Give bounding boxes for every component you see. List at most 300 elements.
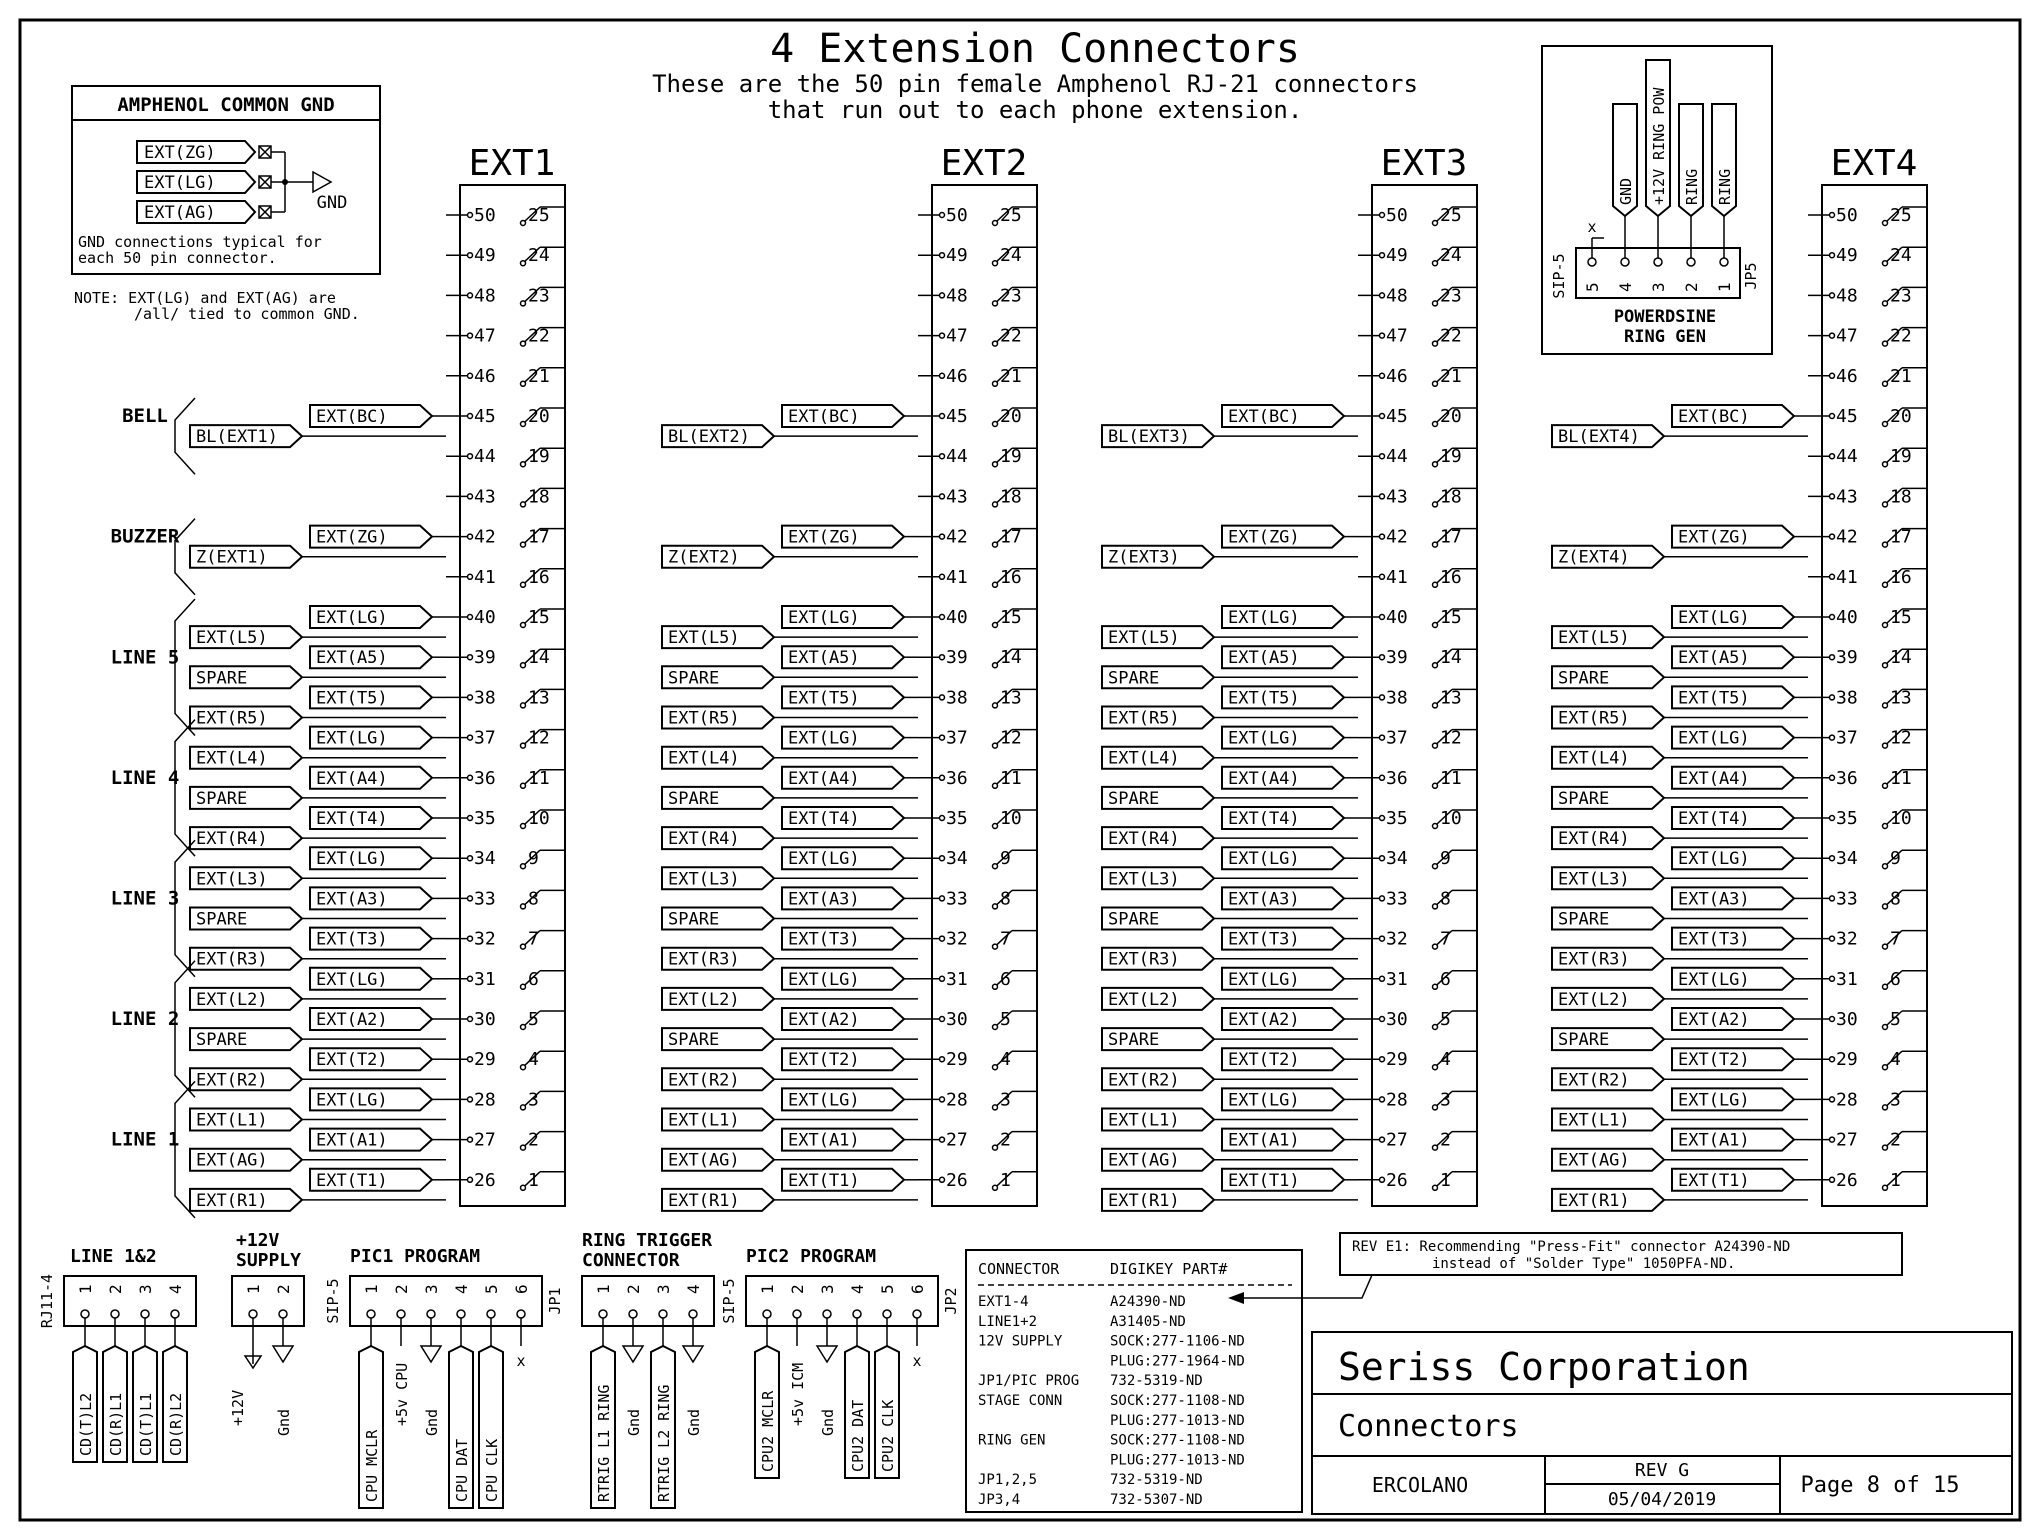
header-pin — [1720, 258, 1728, 266]
header-pin-number: 3 — [654, 1284, 673, 1294]
gnd-icon — [817, 1346, 837, 1362]
pin-contact — [1380, 615, 1385, 620]
pin-number-pair: 9 — [1440, 848, 1451, 870]
pin-number: 40 — [474, 607, 496, 628]
net-flag-label: EXT(A1) — [1678, 1130, 1750, 1151]
pin-contact — [1433, 502, 1438, 507]
pin-number: 40 — [1386, 607, 1408, 628]
pic2-left-label: SIP-5 — [720, 1278, 738, 1324]
pin-number: 50 — [946, 205, 968, 226]
pic1-header — [350, 1276, 542, 1326]
parts-number-cell: PLUG:277-1013-ND — [1110, 1412, 1245, 1429]
net-flag-label: SPARE — [1558, 909, 1610, 930]
pin-number: 49 — [474, 245, 496, 267]
pin-contact — [468, 976, 473, 981]
net-flag-label: EXT(L4) — [668, 748, 740, 769]
net-flag-label: EXT(R3) — [196, 949, 268, 970]
pin-number-pair: 21 — [1000, 365, 1022, 387]
header-pin-number: 5 — [482, 1284, 501, 1294]
pin-contact — [1883, 582, 1888, 587]
net-flag-label: EXT(R2) — [196, 1070, 268, 1091]
net-flag-label: CD(T)L2 — [77, 1392, 95, 1456]
pin-number-pair: 14 — [1000, 647, 1022, 669]
net-flag-label: EXT(LG) — [316, 1090, 388, 1111]
pin-number-pair: 7 — [1440, 928, 1451, 950]
net-flag-label: EXT(LG) — [1678, 728, 1750, 749]
net-flag-label: SPARE — [196, 788, 248, 809]
pin-number: 44 — [1836, 446, 1858, 468]
net-flag-label: EXT(LG) — [788, 1090, 860, 1111]
pin-number-pair: 8 — [1000, 888, 1011, 910]
net-flag-label: EXT(L5) — [196, 628, 268, 649]
power-label: Gnd — [423, 1408, 441, 1436]
parts-number-cell: SOCK:277-1108-ND — [1110, 1393, 1245, 1409]
net-flag-label: CD(R)L1 — [107, 1392, 125, 1456]
pin-number-pair: 21 — [1890, 365, 1912, 387]
net-flag-label: SPARE — [196, 1030, 248, 1051]
pin-contact — [468, 574, 473, 579]
pin-contact — [940, 293, 945, 298]
header-pin — [457, 1310, 465, 1318]
net-flag-label: EXT(T4) — [788, 809, 860, 829]
net-flag-label: SPARE — [196, 668, 248, 689]
pin-contact — [1380, 534, 1385, 539]
line12-title: LINE 1&2 — [70, 1246, 157, 1267]
pin-contact — [993, 743, 998, 748]
pin-contact — [940, 333, 945, 338]
net-flag-label: EXT(T4) — [1228, 809, 1300, 829]
sheet-title: Connectors — [1338, 1409, 1519, 1444]
net-flag-label: EXT(A5) — [316, 648, 388, 669]
pin-contact — [940, 253, 945, 258]
net-flag-label: EXT(T2) — [1678, 1050, 1750, 1071]
pin-number-pair: 20 — [528, 406, 550, 427]
pin-contact — [940, 615, 945, 620]
pin-number: 38 — [1836, 687, 1858, 709]
pin-number-pair: 12 — [1440, 727, 1462, 749]
net-flag-label: EXT(LG) — [1228, 969, 1300, 990]
pin-contact — [468, 373, 473, 378]
parts-number-cell: 732-5307-ND — [1110, 1492, 1203, 1508]
net-flag-label: EXT(R4) — [668, 829, 740, 850]
pin-contact — [1883, 623, 1888, 628]
pin-number: 41 — [474, 566, 496, 588]
header-pin — [659, 1310, 667, 1318]
net-flag-label: SPARE — [668, 788, 720, 809]
pin-number: 35 — [1386, 808, 1408, 829]
parts-number-cell: SOCK:277-1108-ND — [1110, 1432, 1245, 1449]
header-pin-number: 4 — [452, 1284, 471, 1294]
pin-contact — [1380, 373, 1385, 378]
amphenol-flag-label-2: EXT(LG) — [144, 173, 216, 193]
pin-contact — [1883, 783, 1888, 788]
pin-number-pair: 16 — [1440, 566, 1462, 588]
pin-number-pair: 25 — [1000, 205, 1022, 226]
note-line-2: /all/ tied to common GND. — [134, 305, 360, 323]
pin-number-pair: 25 — [1440, 205, 1462, 226]
pin-contact — [1380, 213, 1385, 218]
net-flag-label: CPU2 CLK — [879, 1399, 897, 1472]
pin-contact — [940, 735, 945, 740]
pin-number-pair: 1 — [1890, 1169, 1901, 1191]
pin-contact — [468, 775, 473, 780]
pin-contact — [940, 574, 945, 579]
net-flag-label: EXT(T4) — [1678, 809, 1750, 829]
rev-note — [1228, 1233, 1902, 1304]
pin-number-pair: 21 — [528, 365, 550, 387]
pin-number: 31 — [1386, 968, 1408, 990]
pin-contact — [468, 896, 473, 901]
pin-number-pair: 4 — [1890, 1049, 1901, 1071]
net-flag-label: EXT(LG) — [1228, 1090, 1300, 1111]
net-flag-label: EXT(LG) — [316, 969, 388, 990]
pin-number: 49 — [1386, 245, 1408, 267]
pin-contact — [521, 984, 526, 989]
net-flag-label: SPARE — [1108, 668, 1160, 689]
connector-ext3 — [1102, 143, 1477, 1211]
net-flag-label: EXT(T3) — [788, 929, 860, 950]
net-flag-label: CPU2 MCLR — [759, 1390, 777, 1472]
pin-contact — [940, 775, 945, 780]
pin-number: 47 — [946, 325, 968, 347]
extension-connectors — [111, 143, 1927, 1218]
rev-note-arrowhead — [1228, 1292, 1244, 1304]
header-pin-number: 4 — [684, 1284, 703, 1294]
pin-number: 47 — [1836, 325, 1858, 347]
connector-ext2 — [662, 143, 1037, 1211]
no-connect-mark: x — [912, 1352, 922, 1370]
pin-number: 42 — [946, 526, 968, 548]
net-flag-label: EXT(A1) — [1228, 1130, 1300, 1151]
pin-contact — [1380, 1137, 1385, 1142]
pin-number: 30 — [946, 1009, 968, 1030]
net-flag-label: EXT(R2) — [1558, 1070, 1630, 1091]
pin-number: 44 — [474, 446, 496, 468]
pin-contact — [993, 221, 998, 226]
pin-number-pair: 18 — [1440, 486, 1462, 508]
pin-contact — [940, 494, 945, 499]
group-label: BELL — [122, 405, 168, 428]
ring-gen-caption-2: RING GEN — [1624, 327, 1706, 347]
net-flag-label: EXT(R2) — [1108, 1070, 1180, 1091]
parts-connector-cell: RING GEN — [978, 1432, 1046, 1449]
net-flag-label: EXT(ZG) — [1228, 527, 1300, 548]
pin-number: 34 — [946, 848, 968, 870]
pin-contact — [1433, 1065, 1438, 1070]
pin-contact — [521, 422, 526, 427]
pin-number-pair: 19 — [1000, 446, 1022, 468]
pin-number: 50 — [1386, 205, 1408, 226]
net-flag-label: EXT(T1) — [1228, 1170, 1300, 1191]
pin-contact — [993, 783, 998, 788]
pin-number-pair: 7 — [1000, 928, 1011, 950]
bell-flag-label: BL(EXT3) — [1108, 427, 1190, 448]
header-pin — [599, 1310, 607, 1318]
page-number: Page 8 of 15 — [1800, 1473, 1960, 1498]
pic1-right-label: JP1 — [546, 1287, 564, 1315]
pin-contact — [521, 462, 526, 467]
header-pin-number: 3 — [1649, 282, 1668, 292]
pin-number: 33 — [474, 888, 496, 910]
pin-contact — [468, 735, 473, 740]
pin-contact — [468, 655, 473, 660]
pin-contact — [993, 824, 998, 829]
gnd-icon — [273, 1346, 293, 1362]
pin-number-pair: 10 — [1890, 808, 1912, 829]
pin-number: 31 — [946, 968, 968, 990]
header-pin-number: 1 — [594, 1284, 613, 1294]
parts-connector-cell: EXT1-4 — [978, 1294, 1029, 1310]
pin-number: 48 — [474, 285, 496, 307]
pin-contact — [940, 414, 945, 419]
pin-number: 41 — [1386, 566, 1408, 588]
pin-number-pair: 8 — [528, 888, 539, 910]
pin-number: 47 — [1386, 325, 1408, 347]
pin-contact — [993, 864, 998, 869]
no-connect-mark: x — [516, 1352, 526, 1370]
pin-number: 28 — [1836, 1089, 1858, 1111]
pin-number-pair: 6 — [1890, 968, 1901, 990]
pin-number: 44 — [1386, 446, 1408, 468]
pin-number: 26 — [1386, 1169, 1408, 1191]
pin-contact — [1433, 261, 1438, 266]
pin-number-pair: 24 — [1000, 245, 1022, 267]
pin-number-pair: 5 — [1000, 1009, 1011, 1030]
net-flag-label: EXT(LG) — [316, 608, 388, 628]
pin-number-pair: 6 — [1440, 968, 1451, 990]
pin-contact — [1380, 494, 1385, 499]
pin-contact — [993, 984, 998, 989]
net-flag-label: EXT(R5) — [196, 708, 268, 729]
header-pin — [81, 1310, 89, 1318]
pin-contact — [1830, 775, 1835, 780]
pin-contact — [1883, 221, 1888, 226]
pin-number-pair: 8 — [1440, 888, 1451, 910]
pin-contact — [1380, 775, 1385, 780]
parts-number-cell: PLUG:277-1013-ND — [1110, 1452, 1245, 1469]
pin-contact — [1433, 824, 1438, 829]
pin-contact — [1883, 1025, 1888, 1030]
header-pin — [171, 1310, 179, 1318]
pin-number-pair: 20 — [1440, 406, 1462, 427]
pin-number-pair: 14 — [1890, 647, 1912, 669]
net-flag-label: EXT(AG) — [1558, 1150, 1630, 1171]
pin-number-pair: 12 — [528, 727, 550, 749]
pin-contact — [1883, 703, 1888, 708]
pic2-right-label: JP2 — [942, 1287, 960, 1315]
pic1-block — [324, 1246, 564, 1508]
pin-number-pair: 17 — [1890, 526, 1912, 548]
net-flag-label: EXT(BC) — [788, 407, 860, 427]
pin-number-pair: 1 — [1440, 1169, 1451, 1191]
net-flag-label: EXT(L5) — [1108, 628, 1180, 649]
pin-number: 32 — [1386, 928, 1408, 950]
pin-contact — [1380, 1057, 1385, 1062]
pin-contact — [1433, 1105, 1438, 1110]
amphenol-note-2: each 50 pin connector. — [78, 249, 277, 267]
pin-contact — [1883, 824, 1888, 829]
parts-connector-cell: JP1/PIC PROG — [978, 1373, 1080, 1390]
gnd-icon — [683, 1346, 703, 1362]
pin-number-pair: 11 — [1890, 767, 1912, 789]
pin-number: 30 — [1386, 1009, 1408, 1030]
pin-contact — [1433, 462, 1438, 467]
pin-number-pair: 18 — [1000, 486, 1022, 508]
net-flag-label: EXT(L1) — [1558, 1110, 1630, 1131]
pin-contact — [1380, 655, 1385, 660]
pin-number-pair: 15 — [1440, 607, 1462, 628]
pin-contact — [521, 944, 526, 949]
pin-contact — [1883, 1065, 1888, 1070]
net-flag-label: EXT(L5) — [1558, 628, 1630, 649]
pin-contact — [468, 414, 473, 419]
pin-number: 47 — [474, 325, 496, 347]
net-flag-label: SPARE — [1558, 1030, 1610, 1051]
amphenol-note-1: GND connections typical for — [78, 233, 322, 251]
pin-contact — [1830, 534, 1835, 539]
pin-contact — [1830, 976, 1835, 981]
gnd-icon — [313, 172, 331, 192]
parts-table — [966, 1250, 1302, 1512]
header-pin — [763, 1310, 771, 1318]
header-pin-number: 6 — [908, 1284, 927, 1294]
pin-number: 40 — [946, 607, 968, 628]
pin-contact — [1433, 904, 1438, 909]
pin-number: 45 — [946, 406, 968, 427]
amphenol-common-gnd-box — [72, 86, 380, 274]
pin-number: 49 — [946, 245, 968, 267]
header-pin-number: 4 — [1616, 282, 1635, 292]
ring-gen-flag-label: +12V RING POW — [1650, 87, 1668, 205]
pin-contact — [993, 261, 998, 266]
net-flag-label: EXT(L5) — [668, 628, 740, 649]
pin-contact — [521, 341, 526, 346]
pin-contact — [940, 1137, 945, 1142]
pin-contact — [993, 663, 998, 668]
pin-contact — [993, 1025, 998, 1030]
net-flag-label: EXT(L2) — [1108, 989, 1180, 1010]
gnd-icon — [623, 1346, 643, 1362]
pin-number: 27 — [946, 1129, 968, 1151]
bottom-connector-blocks — [38, 1230, 960, 1508]
header-pin — [1588, 258, 1596, 266]
pin-contact — [1830, 1137, 1835, 1142]
pin-contact — [1830, 1097, 1835, 1102]
header-pin-number: 2 — [106, 1284, 125, 1294]
pin-contact — [993, 1185, 998, 1190]
pin-number-pair: 22 — [1890, 325, 1912, 347]
parts-number-cell: 732-5319-ND — [1110, 1472, 1203, 1489]
pin-number-pair: 13 — [528, 687, 550, 709]
pin-number-pair: 7 — [528, 928, 539, 950]
pin-contact — [1883, 462, 1888, 467]
pin-contact — [1883, 301, 1888, 306]
header-pin — [913, 1310, 921, 1318]
net-flag-label: SPARE — [668, 1030, 720, 1051]
net-flag-label: EXT(L4) — [1558, 748, 1630, 769]
net-flag-label: EXT(LG) — [316, 728, 388, 749]
pin-number: 37 — [474, 727, 496, 749]
header-pin — [111, 1310, 119, 1318]
pin-contact — [1433, 1025, 1438, 1030]
pin-contact — [993, 301, 998, 306]
net-flag-label: EXT(L2) — [668, 989, 740, 1010]
net-flag-label: SPARE — [1558, 668, 1610, 689]
group-label: BUZZER — [110, 525, 180, 548]
net-flag-label: EXT(LG) — [1678, 608, 1750, 628]
pin-contact — [1380, 333, 1385, 338]
pin-contact — [1883, 1145, 1888, 1150]
pin-contact — [1433, 703, 1438, 708]
bell-flag-label: BL(EXT1) — [196, 427, 278, 448]
pin-contact — [1883, 663, 1888, 668]
pin-number: 36 — [474, 767, 496, 789]
net-flag-label: EXT(R1) — [1108, 1190, 1180, 1211]
net-flag-label: EXT(R5) — [1558, 708, 1630, 729]
pin-contact — [1883, 542, 1888, 547]
pin-contact — [940, 856, 945, 861]
title-block — [1312, 1332, 2012, 1514]
pin-number-pair: 11 — [1440, 767, 1462, 789]
pin-contact — [993, 582, 998, 587]
pin-contact — [1883, 422, 1888, 427]
pin-contact — [521, 1185, 526, 1190]
pin-contact — [1830, 574, 1835, 579]
pin-contact — [468, 494, 473, 499]
net-flag-label: EXT(A2) — [788, 1010, 860, 1030]
net-flag-label: EXT(A5) — [1228, 648, 1300, 669]
ring-gen-flag-label: RING — [1716, 168, 1734, 205]
pin-number-pair: 2 — [1890, 1129, 1901, 1151]
pin-number: 34 — [474, 848, 496, 870]
header-pin-number: 5 — [1583, 282, 1602, 292]
rev-note-line-1: REV E1: Recommending "Press-Fit" connector A24390-ND — [1352, 1239, 1791, 1255]
pin-number-pair: 24 — [1890, 245, 1912, 267]
net-flag-label: EXT(T2) — [1228, 1050, 1300, 1071]
pin-number-pair: 25 — [528, 205, 550, 226]
pin-number-pair: 14 — [1440, 647, 1462, 669]
net-flag-label: SPARE — [1108, 1030, 1160, 1051]
pin-contact — [1830, 373, 1835, 378]
pin-contact — [1830, 816, 1835, 821]
pin-number-pair: 19 — [528, 446, 550, 468]
pin-number: 46 — [474, 365, 496, 387]
pin-contact — [521, 542, 526, 547]
net-flag-label: EXT(LG) — [788, 608, 860, 628]
pin-number-pair: 2 — [528, 1129, 539, 1151]
net-flag-label: EXT(A3) — [1228, 889, 1300, 910]
pin-contact — [1380, 735, 1385, 740]
pin-contact — [1883, 1185, 1888, 1190]
pin-number: 33 — [1836, 888, 1858, 910]
pin-contact — [468, 1057, 473, 1062]
net-flag-label: EXT(L4) — [1108, 748, 1180, 769]
parts-connector-cell: 12V SUPPLY — [978, 1333, 1063, 1350]
net-flag-label: EXT(T5) — [788, 688, 860, 709]
pin-contact — [1380, 293, 1385, 298]
header-pin — [883, 1310, 891, 1318]
pin-contact — [940, 1017, 945, 1022]
connector-name: EXT3 — [1380, 143, 1468, 184]
pin-contact — [940, 936, 945, 941]
net-flag-label: SPARE — [1108, 909, 1160, 930]
net-flag-label: EXT(LG) — [1228, 849, 1300, 870]
ringtrig-block — [582, 1230, 714, 1508]
net-flag-label: EXT(R1) — [668, 1190, 740, 1211]
header-pin-number: 4 — [166, 1284, 185, 1294]
pic1-title: PIC1 PROGRAM — [350, 1246, 481, 1267]
parts-connector-cell: STAGE CONN — [978, 1393, 1063, 1409]
